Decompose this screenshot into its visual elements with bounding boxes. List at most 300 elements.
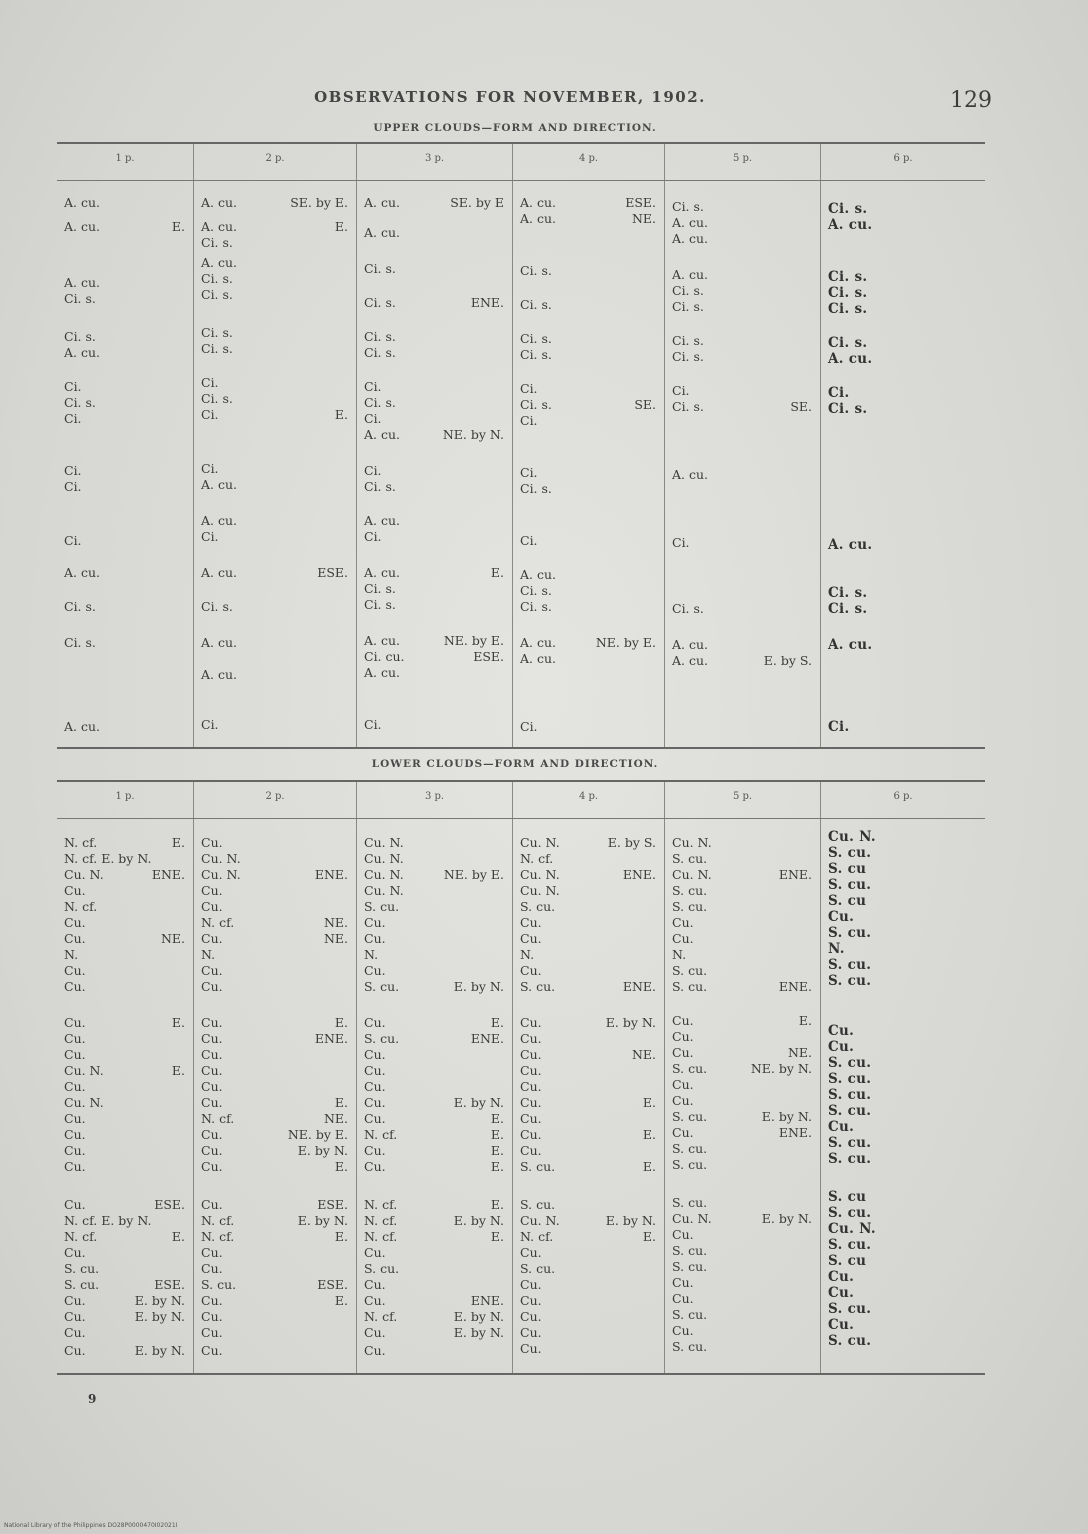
cloud-form: Ci. s. (828, 601, 868, 617)
cloud-form: A. cu. (364, 565, 400, 580)
cloud-form: Cu. (64, 1015, 86, 1030)
cloud-form: A. cu. (364, 665, 400, 680)
observation-entry (520, 1063, 656, 1079)
observation-entry (64, 533, 185, 549)
column-1p (57, 819, 193, 1373)
cloud-form: S. cu. (520, 1197, 556, 1212)
observation-entry (520, 1031, 656, 1047)
observation-entry (201, 1159, 348, 1175)
cloud-form: N. cf. (201, 915, 235, 930)
observation-entry (520, 1159, 656, 1175)
cloud-form: Cu. (201, 979, 223, 994)
observation-entry (672, 467, 812, 483)
cloud-direction: E. (334, 219, 348, 234)
cloud-direction: SE. by E. (290, 195, 348, 210)
cloud-form: Cu. (520, 1063, 542, 1078)
observation-entry (672, 851, 812, 867)
cloud-form: S. cu. (828, 973, 872, 989)
cloud-direction: ENE. (778, 867, 812, 882)
cloud-form: A. cu. (201, 255, 237, 270)
cloud-form: S. cu. (672, 851, 708, 866)
observation-entry (520, 1293, 656, 1309)
cloud-form: Cu. (364, 1293, 386, 1308)
cloud-form: A. cu. (201, 635, 237, 650)
cloud-form: S. cu. (520, 1159, 556, 1174)
cloud-form: Ci. s. (520, 331, 552, 346)
observation-entry (64, 379, 185, 395)
column-header-5p: 5 p. (664, 782, 820, 818)
observation-entry (520, 599, 656, 615)
observation-entry (672, 637, 812, 653)
cloud-form: Ci. s. (201, 341, 233, 356)
cloud-direction: ESE. (473, 649, 504, 664)
cloud-direction: NE. (323, 915, 348, 930)
observation-entry (201, 461, 348, 477)
cloud-form: Cu. (201, 1343, 223, 1358)
observation-entry (520, 931, 656, 947)
observation-entry (64, 1143, 185, 1159)
cloud-form: Ci. (520, 381, 538, 396)
observation-entry (64, 565, 185, 581)
observation-entry (828, 1205, 977, 1221)
cloud-form: S. cu. (672, 1243, 708, 1258)
cloud-direction: E. by N. (134, 1309, 185, 1324)
cloud-form: Cu. (201, 1079, 223, 1094)
cloud-form: S. cu. (201, 1277, 237, 1292)
observation-entry (364, 295, 504, 311)
observation-entry (672, 1157, 812, 1173)
cloud-direction: ENE. (622, 979, 656, 994)
observation-entry (364, 1325, 504, 1341)
observation-entry (364, 915, 504, 931)
observation-entry (64, 1325, 185, 1341)
observation-entry (520, 331, 656, 347)
cloud-direction: E. (334, 407, 348, 422)
observation-entry (520, 719, 656, 735)
observation-entry (64, 599, 185, 615)
cloud-form: Cu. (364, 1063, 386, 1078)
observation-entry (364, 1293, 504, 1309)
cloud-form: Cu. (672, 1029, 694, 1044)
observation-entry (201, 931, 348, 947)
cloud-form: Ci. s. (520, 297, 552, 312)
observation-entry (64, 219, 185, 235)
observation-entry (64, 899, 185, 915)
column-header-6p: 6 p. (820, 144, 985, 180)
observation-entry (672, 1259, 812, 1275)
cloud-form: S. cu. (672, 1157, 708, 1172)
observation-entry (64, 1031, 185, 1047)
observation-entry (364, 1197, 504, 1213)
cloud-form: Ci. s. (672, 399, 704, 414)
observation-entry (64, 1293, 185, 1309)
column-1p (57, 181, 193, 747)
cloud-direction: E. by N. (605, 1015, 656, 1030)
observation-entry (64, 1095, 185, 1111)
cloud-form: Cu. N. (672, 835, 712, 850)
cloud-direction: ENE. (622, 867, 656, 882)
column-header-2p: 2 p. (193, 144, 356, 180)
column-header-1p: 1 p. (115, 791, 135, 802)
observation-entry (64, 275, 185, 291)
cloud-form: Cu. (520, 1293, 542, 1308)
cloud-form: Ci. s. (828, 401, 868, 417)
cloud-form: Cu. (520, 1095, 542, 1110)
observation-entry (201, 565, 348, 581)
column-6p (820, 181, 985, 747)
observation-entry (520, 1095, 656, 1111)
cloud-direction: NE. by E. (595, 635, 656, 650)
column-header-3p: 3 p. (356, 782, 512, 818)
cloud-form: S. cu (828, 1189, 867, 1205)
observation-entry (201, 1047, 348, 1063)
cloud-direction: ESE. (154, 1277, 185, 1292)
cloud-direction: ENE. (470, 1293, 504, 1308)
observation-entry (64, 947, 185, 963)
observation-entry (828, 925, 977, 941)
cloud-form: Ci. s. (364, 581, 396, 596)
observation-entry (364, 565, 504, 581)
cloud-form: A. cu. (520, 635, 556, 650)
cloud-direction: E. (171, 1229, 185, 1244)
cloud-form: A. cu. (672, 653, 708, 668)
cloud-form: Cu. (64, 1031, 86, 1046)
cloud-form: S. cu. (672, 883, 708, 898)
cloud-form: Cu. N. (520, 883, 560, 898)
observation-entry (520, 899, 656, 915)
cloud-form: Cu. (64, 915, 86, 930)
observation-entry (364, 835, 504, 851)
observation-entry (364, 411, 504, 427)
cloud-form: Cu. (828, 1285, 855, 1301)
cloud-form: Cu. (828, 1119, 855, 1135)
cloud-form: Cu. (201, 931, 223, 946)
observation-entry (64, 291, 185, 307)
observation-entry (672, 963, 812, 979)
cloud-form: S. cu. (520, 899, 556, 914)
cloud-form: N. (672, 947, 687, 962)
cloud-form: Cu. (64, 1309, 86, 1324)
cloud-form: A. cu. (520, 211, 556, 226)
observation-entry (64, 1245, 185, 1261)
column-6p (820, 819, 985, 1373)
cloud-direction: E. by N. (453, 1213, 504, 1228)
observation-entry (828, 637, 977, 653)
observation-entry (828, 1269, 977, 1285)
observation-entry (201, 477, 348, 493)
cloud-form: N. cf. (520, 1229, 554, 1244)
cloud-form: Cu. (64, 1245, 86, 1260)
observation-entry (520, 1309, 656, 1325)
observation-entry (201, 963, 348, 979)
cloud-form: S. cu. (672, 1339, 708, 1354)
cloud-direction: NE. by N. (750, 1061, 812, 1076)
cloud-form: Ci. s. (828, 335, 868, 351)
cloud-form: Ci. s. (672, 333, 704, 348)
cloud-form: Cu. (201, 1063, 223, 1078)
cloud-form: Ci. s. (828, 201, 868, 217)
cloud-direction: E. by N. (453, 979, 504, 994)
observation-entry (520, 635, 656, 651)
cloud-form: Ci. (64, 411, 82, 426)
cloud-form: Cu. (672, 1077, 694, 1092)
observation-entry (364, 1031, 504, 1047)
cloud-form: N. cf. (201, 1229, 235, 1244)
observation-entry (520, 195, 656, 211)
observation-entry (64, 883, 185, 899)
observation-entry (828, 401, 977, 417)
cloud-form: N. cf. E. by N. (64, 851, 152, 866)
cloud-form: Cu. (64, 931, 86, 946)
observation-entry (672, 1307, 812, 1323)
observation-entry (672, 931, 812, 947)
cloud-direction: E. (490, 1015, 504, 1030)
observation-entry (364, 1127, 504, 1143)
cloud-form: A. cu. (64, 565, 100, 580)
observation-entry (64, 1127, 185, 1143)
cloud-direction: NE. by E. (287, 1127, 348, 1142)
column-5p (664, 819, 820, 1373)
lower-clouds-table (57, 780, 985, 1375)
observation-entry (201, 883, 348, 899)
cloud-form: Cu. (672, 1013, 694, 1028)
observation-entry (672, 867, 812, 883)
observation-entry (672, 883, 812, 899)
cloud-form: S. cu. (828, 1055, 872, 1071)
cloud-form: Cu. (201, 1015, 223, 1030)
observation-entry (672, 835, 812, 851)
observation-entry (520, 567, 656, 583)
cloud-form: Cu. (64, 1111, 86, 1126)
observation-entry (520, 1277, 656, 1293)
cloud-form: Cu. (828, 909, 855, 925)
cloud-form: S. cu. (828, 1237, 872, 1253)
observation-entry (364, 581, 504, 597)
cloud-direction: E. by S. (763, 653, 812, 668)
observation-entry (364, 1079, 504, 1095)
cloud-form: A. cu. (672, 637, 708, 652)
column-2p (193, 181, 356, 747)
observation-entry (520, 1229, 656, 1245)
observation-entry (364, 345, 504, 361)
cloud-form: A. cu. (828, 217, 873, 233)
observation-entry (520, 481, 656, 497)
observation-entry (828, 845, 977, 861)
observation-entry (520, 915, 656, 931)
cloud-direction: SE. by E (450, 195, 504, 210)
observation-entry (520, 835, 656, 851)
observation-entry (520, 1197, 656, 1213)
observation-entry (201, 1325, 348, 1341)
cloud-form: Ci. (828, 719, 850, 735)
observation-entry (828, 537, 977, 553)
observation-entry (64, 329, 185, 345)
observation-entry (201, 635, 348, 651)
column-2p (193, 819, 356, 1373)
cloud-direction: ENE. (314, 1031, 348, 1046)
cloud-form: Ci. s. (201, 325, 233, 340)
cloud-form: Cu. (520, 915, 542, 930)
cloud-form: A. cu. (520, 195, 556, 210)
cloud-form: Cu. (64, 1343, 86, 1358)
cloud-form: Ci. (64, 479, 82, 494)
observation-entry (672, 383, 812, 399)
observation-entry (201, 835, 348, 851)
upper-clouds-title: UPPER CLOUDS—FORM AND DIRECTION. (373, 122, 657, 134)
observation-entry (828, 1119, 977, 1135)
cloud-direction: E. by N. (134, 1293, 185, 1308)
observation-entry (828, 301, 977, 317)
observation-entry (364, 479, 504, 495)
cloud-direction: ENE. (778, 1125, 812, 1140)
cloud-direction: SE. (634, 397, 656, 412)
observation-entry (64, 979, 185, 995)
observation-entry (520, 1047, 656, 1063)
cloud-form: Cu. (64, 1143, 86, 1158)
observation-entry (64, 463, 185, 479)
cloud-direction: E. by N. (453, 1095, 504, 1110)
observation-entry (364, 665, 504, 681)
cloud-form: N. cf. (520, 851, 554, 866)
observation-entry (364, 1343, 504, 1359)
column-3p (356, 819, 512, 1373)
observation-entry (672, 1125, 812, 1141)
observation-entry (201, 1343, 348, 1359)
observation-entry (672, 1109, 812, 1125)
observation-entry (672, 653, 812, 669)
cloud-form: S. cu. (672, 1195, 708, 1210)
observation-entry (828, 1039, 977, 1055)
observation-entry (520, 1127, 656, 1143)
observation-entry (201, 947, 348, 963)
observation-entry (364, 883, 504, 899)
cloud-form: Cu. N. (364, 867, 404, 882)
cloud-form: Cu. (64, 1197, 86, 1212)
cloud-form: Cu. (520, 1127, 542, 1142)
observation-entry (828, 601, 977, 617)
cloud-direction: E. (642, 1095, 656, 1110)
cloud-direction: E. (490, 565, 504, 580)
observation-entry (201, 391, 348, 407)
observation-entry (828, 351, 977, 367)
cloud-form: A. cu. (201, 667, 237, 682)
cloud-direction: NE. by E. (443, 633, 504, 648)
cloud-direction: E. (334, 1095, 348, 1110)
cloud-form: Ci. (64, 533, 82, 548)
cloud-form: N. cf. (201, 1111, 235, 1126)
cloud-form: Cu. N. (672, 1211, 712, 1226)
observation-entry (364, 1095, 504, 1111)
cloud-form: S. cu. (672, 979, 708, 994)
cloud-form: Ci. (64, 463, 82, 478)
cloud-form: Cu. N. (520, 835, 560, 850)
cloud-form: A. cu. (672, 215, 708, 230)
cloud-form: Ci. s. (520, 481, 552, 496)
cloud-form: Cu. (672, 1227, 694, 1242)
cloud-form: A. cu. (828, 351, 873, 367)
cloud-form: N. (364, 947, 379, 962)
cloud-direction: E. (334, 1229, 348, 1244)
observation-entry (201, 1197, 348, 1213)
cloud-form: Ci. (201, 407, 219, 422)
cloud-direction: E. (642, 1159, 656, 1174)
observation-entry (201, 667, 348, 683)
observation-entry (64, 1197, 185, 1213)
observation-entry (828, 877, 977, 893)
cloud-direction: E. (798, 1013, 812, 1028)
cloud-form: S. cu. (828, 845, 872, 861)
observation-entry (64, 195, 185, 211)
page-number: 129 (950, 88, 992, 113)
cloud-form: Ci. s. (64, 599, 96, 614)
cloud-form: Cu. (201, 1261, 223, 1276)
observation-entry (828, 285, 977, 301)
cloud-form: Ci. s. (520, 347, 552, 362)
cloud-direction: NE. (323, 1111, 348, 1126)
cloud-form: Ci. (201, 461, 219, 476)
cloud-form: Cu. (64, 1159, 86, 1174)
cloud-form: Cu. (672, 1125, 694, 1140)
cloud-form: A. cu. (64, 275, 100, 290)
cloud-direction: E. (490, 1111, 504, 1126)
column-header-2p: 2 p. (193, 782, 356, 818)
observation-entry (364, 427, 504, 443)
observation-entry (520, 979, 656, 995)
observation-entry (520, 465, 656, 481)
cloud-form: Cu. (364, 1343, 386, 1358)
cloud-form: Cu. N. (520, 1213, 560, 1228)
cloud-form: A. cu. (672, 267, 708, 282)
cloud-form: N. cf. (364, 1127, 398, 1142)
observation-entry (828, 269, 977, 285)
cloud-direction: E. (171, 1015, 185, 1030)
observation-entry (201, 1063, 348, 1079)
observation-entry (364, 963, 504, 979)
cloud-form: S. cu. (828, 925, 872, 941)
cloud-direction: NE. (631, 211, 656, 226)
cloud-form: Cu. (364, 1015, 386, 1030)
cloud-form: Cu. N. (828, 829, 876, 845)
cloud-form: A. cu. (828, 537, 873, 553)
observation-entry (64, 635, 185, 651)
cloud-form: Cu. (64, 1293, 86, 1308)
observation-entry (201, 219, 348, 235)
cloud-form: Cu. (364, 931, 386, 946)
observation-entry (364, 261, 504, 277)
observation-entry (828, 1023, 977, 1039)
cloud-form: N. (520, 947, 535, 962)
cloud-form: Ci. (672, 535, 690, 550)
cloud-direction: E. (642, 1127, 656, 1142)
cloud-form: S. cu (828, 1253, 867, 1269)
cloud-form: A. cu. (64, 719, 100, 734)
column-header-1p: 1 p. (115, 153, 135, 164)
cloud-direction: E. (171, 219, 185, 234)
cloud-form: A. cu. (828, 637, 873, 653)
observation-entry (520, 1245, 656, 1261)
cloud-form: Ci. (520, 533, 538, 548)
observation-entry (672, 1061, 812, 1077)
observation-entry (672, 1093, 812, 1109)
cloud-form: S. cu. (672, 1307, 708, 1322)
observation-entry (520, 947, 656, 963)
cloud-form: A. cu. (672, 231, 708, 246)
observation-entry (201, 271, 348, 287)
cloud-form: S. cu (828, 893, 867, 909)
observation-entry (364, 1047, 504, 1063)
cloud-form: N. cf. (364, 1213, 398, 1228)
observation-entry (201, 513, 348, 529)
